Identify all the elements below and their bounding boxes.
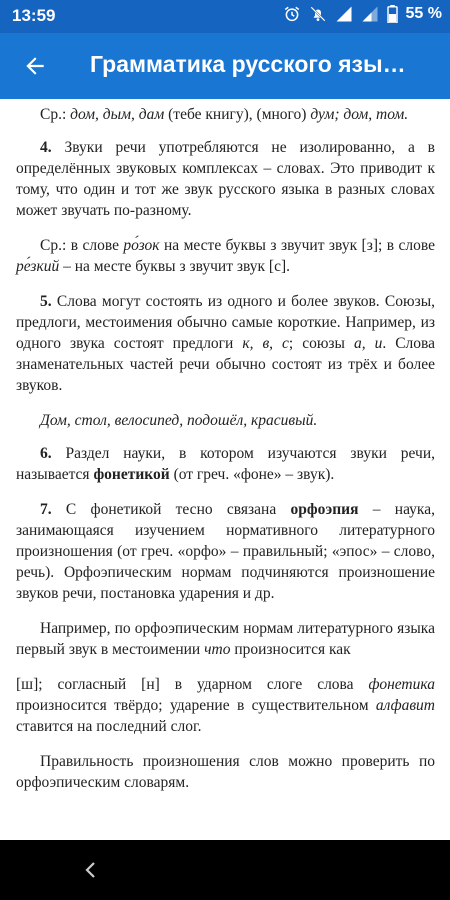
paragraph-example-words: Дом, стол, велосипед, подошёл, красивый. <box>40 412 318 429</box>
paragraph-dictionaries: Правильность произношения слов можно проверить по орфоэпическим словарям. <box>16 753 435 791</box>
paragraph-7: 7. С фонетикой тесно связана орфоэпия – наука, занимающаяся изучением нормативного литературного произношения (от греч. «орфо» – правильный; «эпос» – слово, речь). Орфоэпическим нормам подчиняются произношение звуков речи, постановка ударения и др. <box>16 501 435 602</box>
status-icons <box>283 5 442 23</box>
battery-icon <box>387 5 398 23</box>
status-time: 13:59 <box>12 6 56 25</box>
chevron-left-icon <box>83 860 97 880</box>
alarm-icon <box>283 5 301 23</box>
arrow-back-icon <box>22 53 48 79</box>
notifications-off-icon <box>309 5 327 23</box>
app-title: Грамматика русского язы… <box>90 51 406 77</box>
app-bar <box>0 33 450 99</box>
back-button[interactable] <box>14 45 56 87</box>
paragraph-5: 5. Слова могут состоять из одного и более звуков. Союзы, предлоги, местоимения обычно самые короткие. Например, из одного звука состоят предлоги к, в, с; союзы а, и. Слова знаменательных частей речи обычно состоят из трёх и более звуков. <box>16 293 436 394</box>
paragraph-example-orthoepy-cont: [ш]; согласный [н] в ударном слоге слова фонетика произносится твёрдо; ударение в существительном алфавит ставится на последний слог. <box>16 676 435 735</box>
status-bar <box>0 0 450 33</box>
paragraph-example-orthoepy: Например, по орфоэпическим нормам литературного языка первый звук в местоимении что произносится как <box>16 620 435 658</box>
paragraph-4: 4. Звуки речи употребляются не изолированно, а в определённых звуковых комплексах – словах. Это приводит к тому, что один и тот же звук русского языка в разных словах может звучать по-разному. <box>16 139 435 219</box>
navigation-bar <box>0 840 450 900</box>
signal-icon <box>335 5 353 23</box>
nav-back-button[interactable] <box>76 856 104 884</box>
paragraph-comparison-1: Ср.: дом, дым, дам (тебе книгу), (много) дум; дом, том. <box>40 106 409 123</box>
article-content <box>16 104 435 807</box>
battery-percent: 55 % <box>405 5 442 22</box>
paragraph-comparison-2: Ср.: в слове ро́зок на месте буквы з звучит звук [з]; в слове ре́зкий – на месте буквы з звучит звук [с]. <box>16 237 435 275</box>
paragraph-6: 6. Раздел науки, в котором изучаются звуки речи, называется фонетикой (от греч. «фоне» – звук). <box>16 445 435 483</box>
cellular-icon <box>361 5 379 23</box>
